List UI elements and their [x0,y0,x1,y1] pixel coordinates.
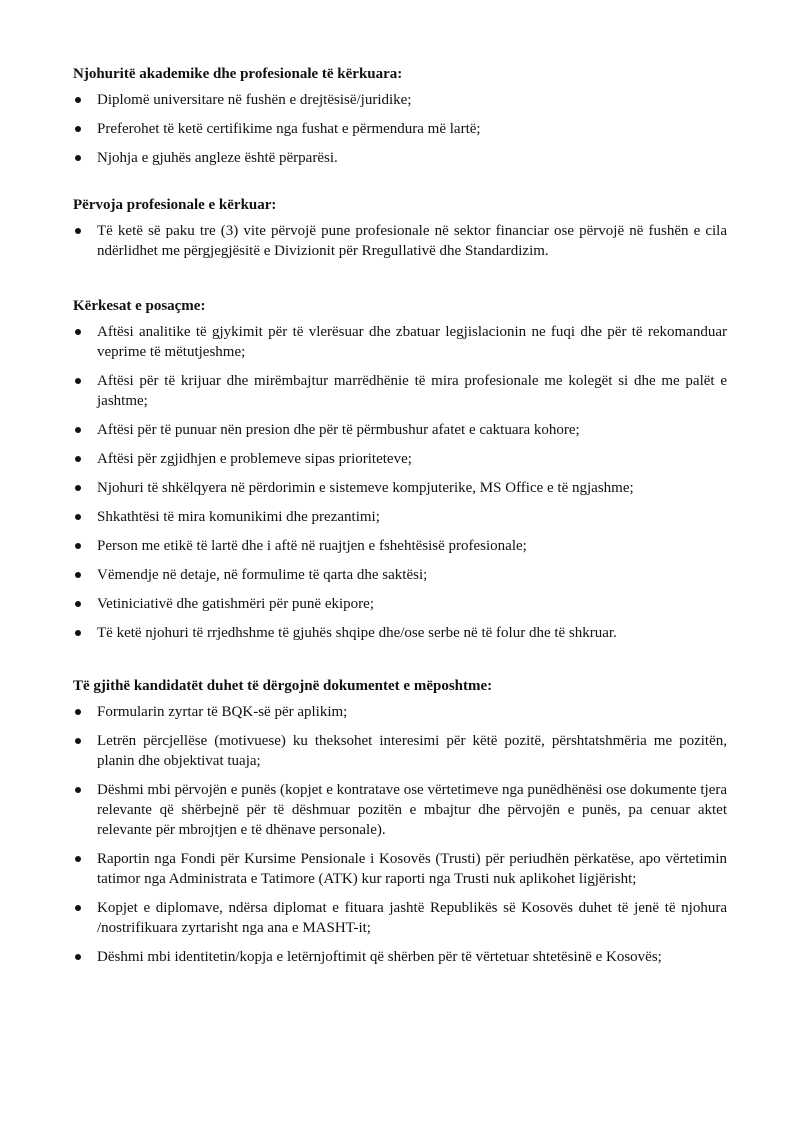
list-item-text: Vetiniciativë dhe gatishmëri për punë ekipore; [97,596,374,612]
section-heading: Përvoja profesionale e kërkuar: [73,197,277,213]
bullet-icon [75,630,81,636]
bullet-icon [75,709,81,715]
list-item [73,119,727,139]
list-item-text: Kopjet e diplomave, ndërsa diplomat e fituara jashtë Republikës së Kosovës duhet të jenë të njohura /nostrifikuara zyrtarisht nga ana e MASHT-it; [97,900,727,936]
list-item-text: Dëshmi mbi përvojën e punës (kopjet e kontratave ose vërtetimeve nga punëdhënësi ose dokumente tjera relevante që shërbejnë për të dëshmuar pozitën e mbajtur dhe përvojën e punës, pa cenuar aktet relevante për mbrojtjen e të dhënave personale). [97,782,727,838]
list-item-text: Të ketë së paku tre (3) vite përvojë pune profesionale në sektor financiar ose përvojë në fushën e cila ndërlidhet me përgjegjësitë e Divizionit për Rregullativë dhe Standardizim. [97,223,727,259]
bullet-list [73,322,727,643]
list-item [73,731,727,771]
bullet-icon [75,787,81,793]
document-page [73,64,727,976]
bullet-icon [75,954,81,960]
bullet-icon [75,155,81,161]
bullet-icon [75,856,81,862]
list-item-text: Formularin zyrtar të BQK-së për aplikim; [97,704,348,720]
list-item [73,898,727,938]
bullet-icon [75,329,81,335]
list-item [73,322,727,362]
list-item [73,90,727,110]
list-item-text: Njohuri të shkëlqyera në përdorimin e sistemeve kompjuterike, MS Office e të ngjashme; [97,480,634,496]
bullet-icon [75,427,81,433]
section-professional-experience [73,195,727,261]
list-item [73,371,727,411]
list-item-text: Person me etikë të lartë dhe i aftë në ruajtjen e fshehtësisë profesionale; [97,538,527,554]
list-item-text: Të ketë njohuri të rrjedhshme të gjuhës shqipe dhe/ose serbe në të folur dhe të shkruar. [97,625,617,641]
section-heading: Të gjithë kandidatët duhet të dërgojnë dokumentet e mëposhtme: [73,678,493,694]
list-item [73,221,727,261]
bullet-icon [75,485,81,491]
list-item [73,565,727,585]
list-item [73,478,727,498]
list-item [73,702,727,722]
bullet-list [73,221,727,261]
list-item-text: Diplomë universitare në fushën e drejtësisë/juridike; [97,92,412,108]
list-item [73,507,727,527]
bullet-icon [75,97,81,103]
section-special-requirements [73,296,727,643]
bullet-icon [75,514,81,520]
section-heading: Kërkesat e posaçme: [73,298,206,314]
list-item-text: Njohja e gjuhës angleze është përparësi. [97,150,338,166]
list-item [73,536,727,556]
section-academic-knowledge [73,64,727,168]
bullet-list [73,702,727,967]
list-item-text: Raportin nga Fondi për Kursime Pensionale i Kosovës (Trusti) për periudhën përkatëse, apo vërtetimin tatimor nga Administrata e Tatimore (ATK) kur raporti nga Trusti nuk aplikohet ligjërisht; [97,851,727,887]
bullet-icon [75,738,81,744]
bullet-icon [75,572,81,578]
list-item [73,780,727,840]
list-item [73,594,727,614]
list-item-text: Dëshmi mbi identitetin/kopja e letërnjoftimit që shërben për të vërtetuar shtetësinë e Kosovës; [97,949,662,965]
bullet-list [73,90,727,168]
list-item [73,420,727,440]
list-item [73,849,727,889]
bullet-icon [75,905,81,911]
list-item-text: Aftësi analitike të gjykimit për të vlerësuar dhe zbatuar legjislacionin ne fuqi dhe për të rekomanduar veprime të mëtutjeshme; [97,324,727,360]
list-item [73,449,727,469]
list-item-text: Aftësi për zgjidhjen e problemeve sipas prioriteteve; [97,451,412,467]
section-heading: Njohuritë akademike dhe profesionale të kërkuara: [73,66,403,82]
list-item-text: Preferohet të ketë certifikime nga fushat e përmendura më lartë; [97,121,481,137]
bullet-icon [75,378,81,384]
list-item-text: Aftësi për të krijuar dhe mirëmbajtur marrëdhënie të mira profesionale me kolegët si dhe me palët e jashtme; [97,373,727,409]
bullet-icon [75,126,81,132]
list-item [73,623,727,643]
list-item [73,148,727,168]
list-item [73,947,727,967]
list-item-text: Aftësi për të punuar nën presion dhe për të përmbushur afatet e caktuara kohore; [97,422,580,438]
bullet-icon [75,543,81,549]
bullet-icon [75,601,81,607]
list-item-text: Vëmendje në detaje, në formulime të qarta dhe saktësi; [97,567,428,583]
section-required-documents [73,676,727,967]
list-item-text: Shkathtësi të mira komunikimi dhe prezantimi; [97,509,380,525]
bullet-icon [75,456,81,462]
bullet-icon [75,228,81,234]
list-item-text: Letrën përcjellëse (motivuese) ku theksohet interesimi për këtë pozitë, përshtatshmëria me pozitën, planin dhe objektivat tuaja; [97,733,727,769]
